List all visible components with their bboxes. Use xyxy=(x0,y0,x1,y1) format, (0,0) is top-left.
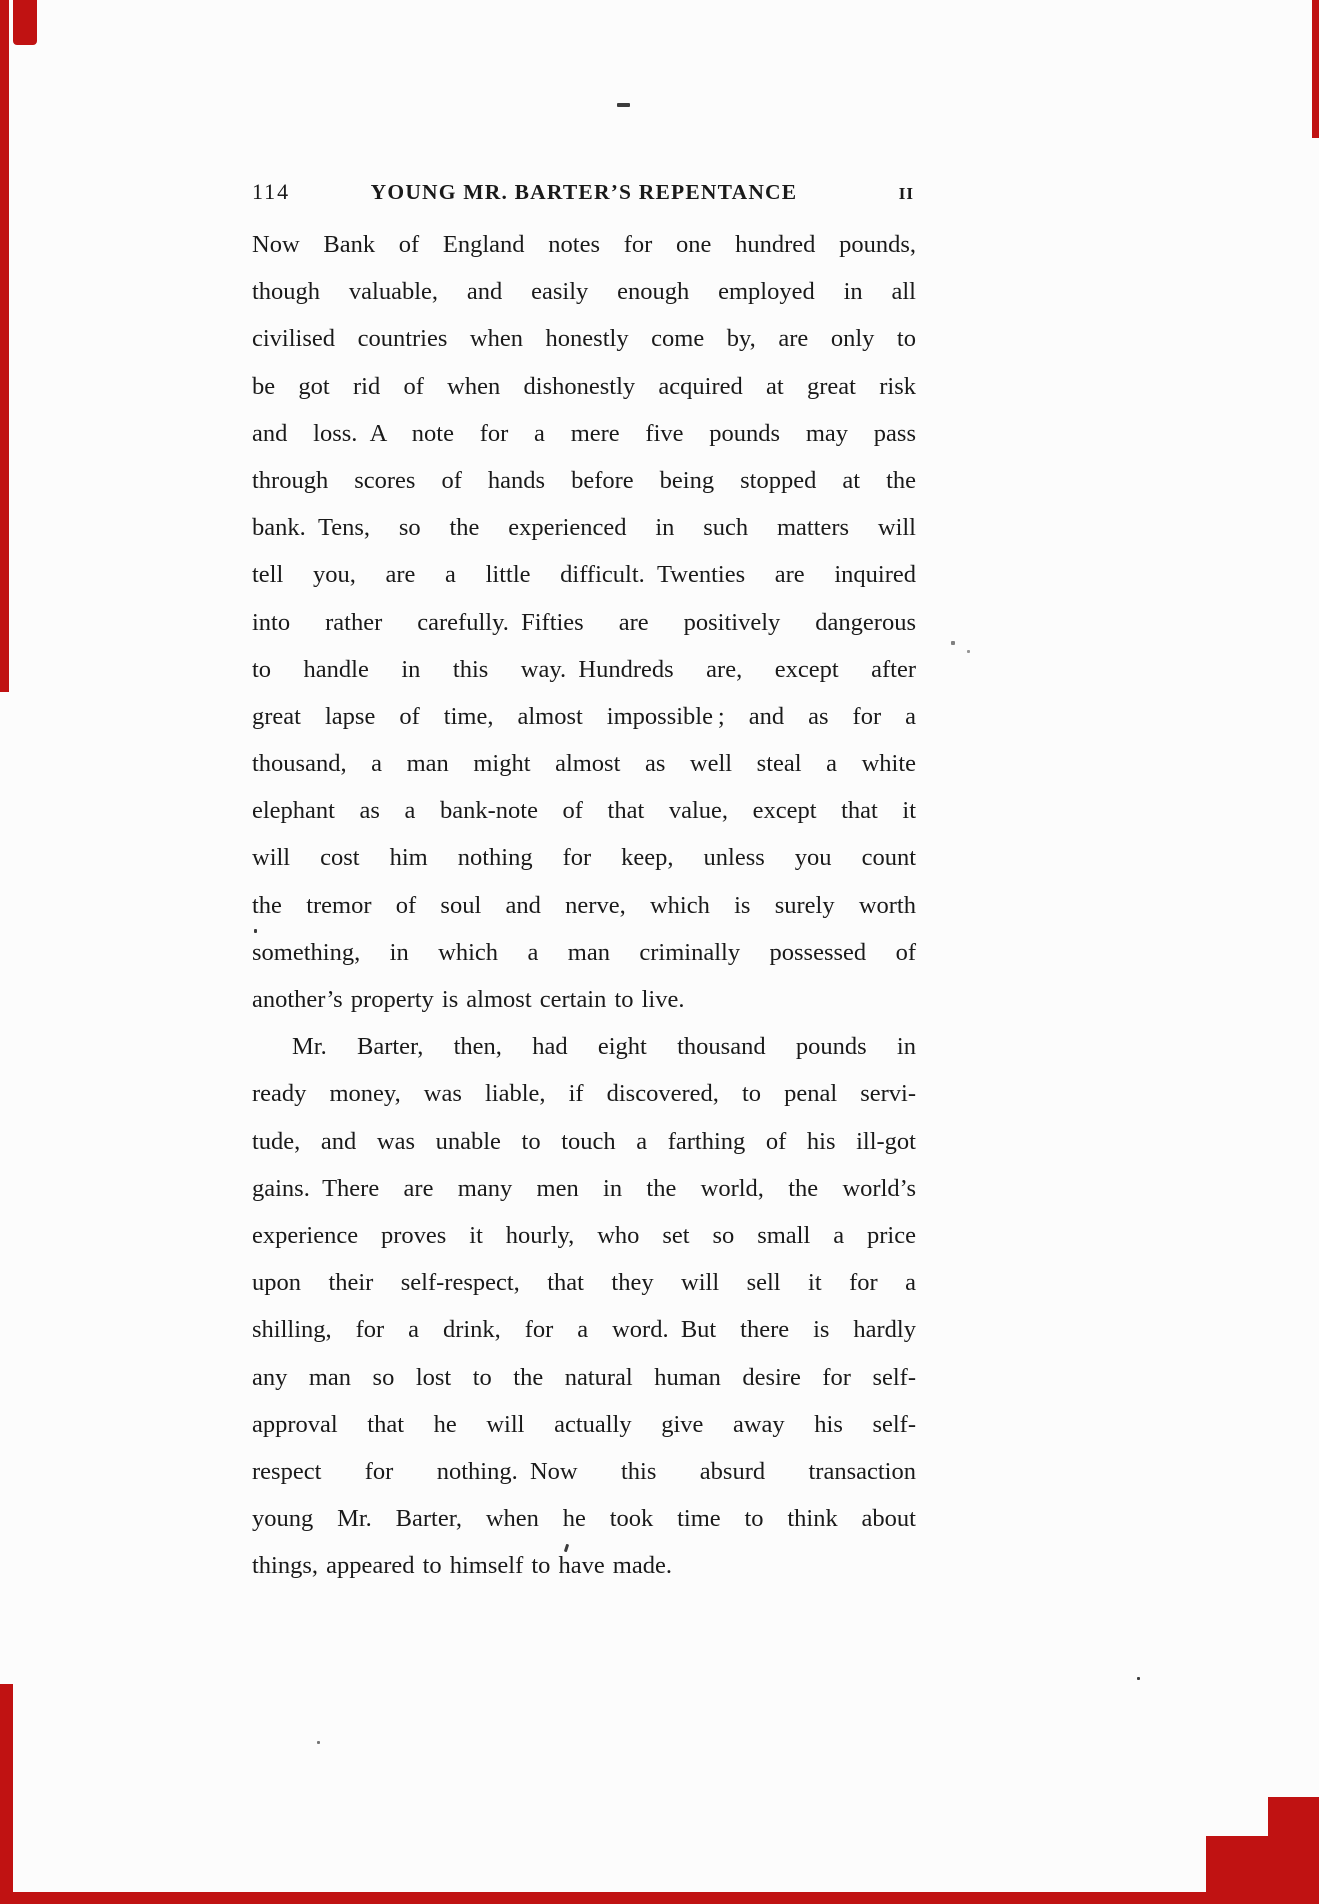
text-line: Mr. Barter, then, had eight thousand pounds in xyxy=(292,1033,916,1061)
red-edge-artifact-left xyxy=(0,0,9,692)
text-line: any man so lost to the natural human desire for self- xyxy=(252,1363,916,1391)
scan-speck xyxy=(951,641,955,645)
text-line: will cost him nothing for keep, unless you count xyxy=(252,844,916,872)
page-number: 114 xyxy=(252,179,291,204)
text-line: to handle in this way. Hundreds are, except after xyxy=(252,655,916,683)
text-line: into rather carefully. Fifties are positively dangerous xyxy=(252,608,916,636)
red-edge-artifact-bottom-right xyxy=(1206,1836,1319,1904)
running-title: YOUNG MR. BARTER’S REPENTANCE xyxy=(370,180,798,204)
text-line: elephant as a bank-note of that value, except that it xyxy=(252,797,916,825)
text-line: experience proves it hourly, who set so small a price xyxy=(252,1221,916,1249)
text-line: things, appeared to himself to have made. xyxy=(252,1552,672,1580)
text-line: upon their self-respect, that they will sell it for a xyxy=(252,1269,916,1297)
page-text xyxy=(252,221,916,1589)
text-line: through scores of hands before being stopped at the xyxy=(252,466,916,494)
text-line: and loss. A note for a mere five pounds may pass xyxy=(252,419,916,447)
red-edge-artifact-top-left xyxy=(13,0,37,45)
scan-speck xyxy=(1137,1677,1140,1680)
red-edge-artifact-top-right xyxy=(1312,0,1319,138)
running-header xyxy=(252,176,916,208)
text-line: civilised countries when honestly come by, are only to xyxy=(252,325,916,353)
text-line: ready money, was liable, if discovered, to penal servi- xyxy=(252,1080,916,1108)
text-line: tude, and was unable to touch a farthing of his ill-got xyxy=(252,1127,916,1155)
red-edge-artifact-bottom xyxy=(0,1892,1319,1904)
text-line: be got rid of when dishonestly acquired at great risk xyxy=(252,372,916,400)
text-line: tell you, are a little difficult. Twenties are inquired xyxy=(252,561,916,589)
text-line: another’s property is almost certain to live. xyxy=(252,986,685,1013)
text-line: gains. There are many men in the world, the world’s xyxy=(252,1174,916,1202)
text-line: young Mr. Barter, when he took time to think about xyxy=(252,1505,916,1533)
text-line: great lapse of time, almost impossible ; and as for a xyxy=(252,702,916,730)
scan-speck xyxy=(317,1741,320,1744)
text-line: Now Bank of England notes for one hundred pounds, xyxy=(252,231,916,258)
text-line: though valuable, and easily enough employed in all xyxy=(252,278,916,306)
text-line: approval that he will actually give away his self- xyxy=(252,1410,916,1438)
text-line: the tremor of soul and nerve, which is surely worth xyxy=(252,891,916,919)
red-edge-artifact-bottom-left xyxy=(0,1684,13,1904)
text-line: bank. Tens, so the experienced in such matters will xyxy=(252,514,916,542)
scan-speck xyxy=(967,650,970,653)
text-line: respect for nothing. Now this absurd transaction xyxy=(252,1457,916,1485)
text-line: thousand, a man might almost as well steal a white xyxy=(252,750,916,778)
text-line: something, in which a man criminally possessed of xyxy=(252,938,916,966)
chapter-number: II xyxy=(898,184,914,203)
scan-speck xyxy=(617,103,630,107)
text-line: shilling, for a drink, for a word. But there is hardly xyxy=(252,1316,916,1344)
